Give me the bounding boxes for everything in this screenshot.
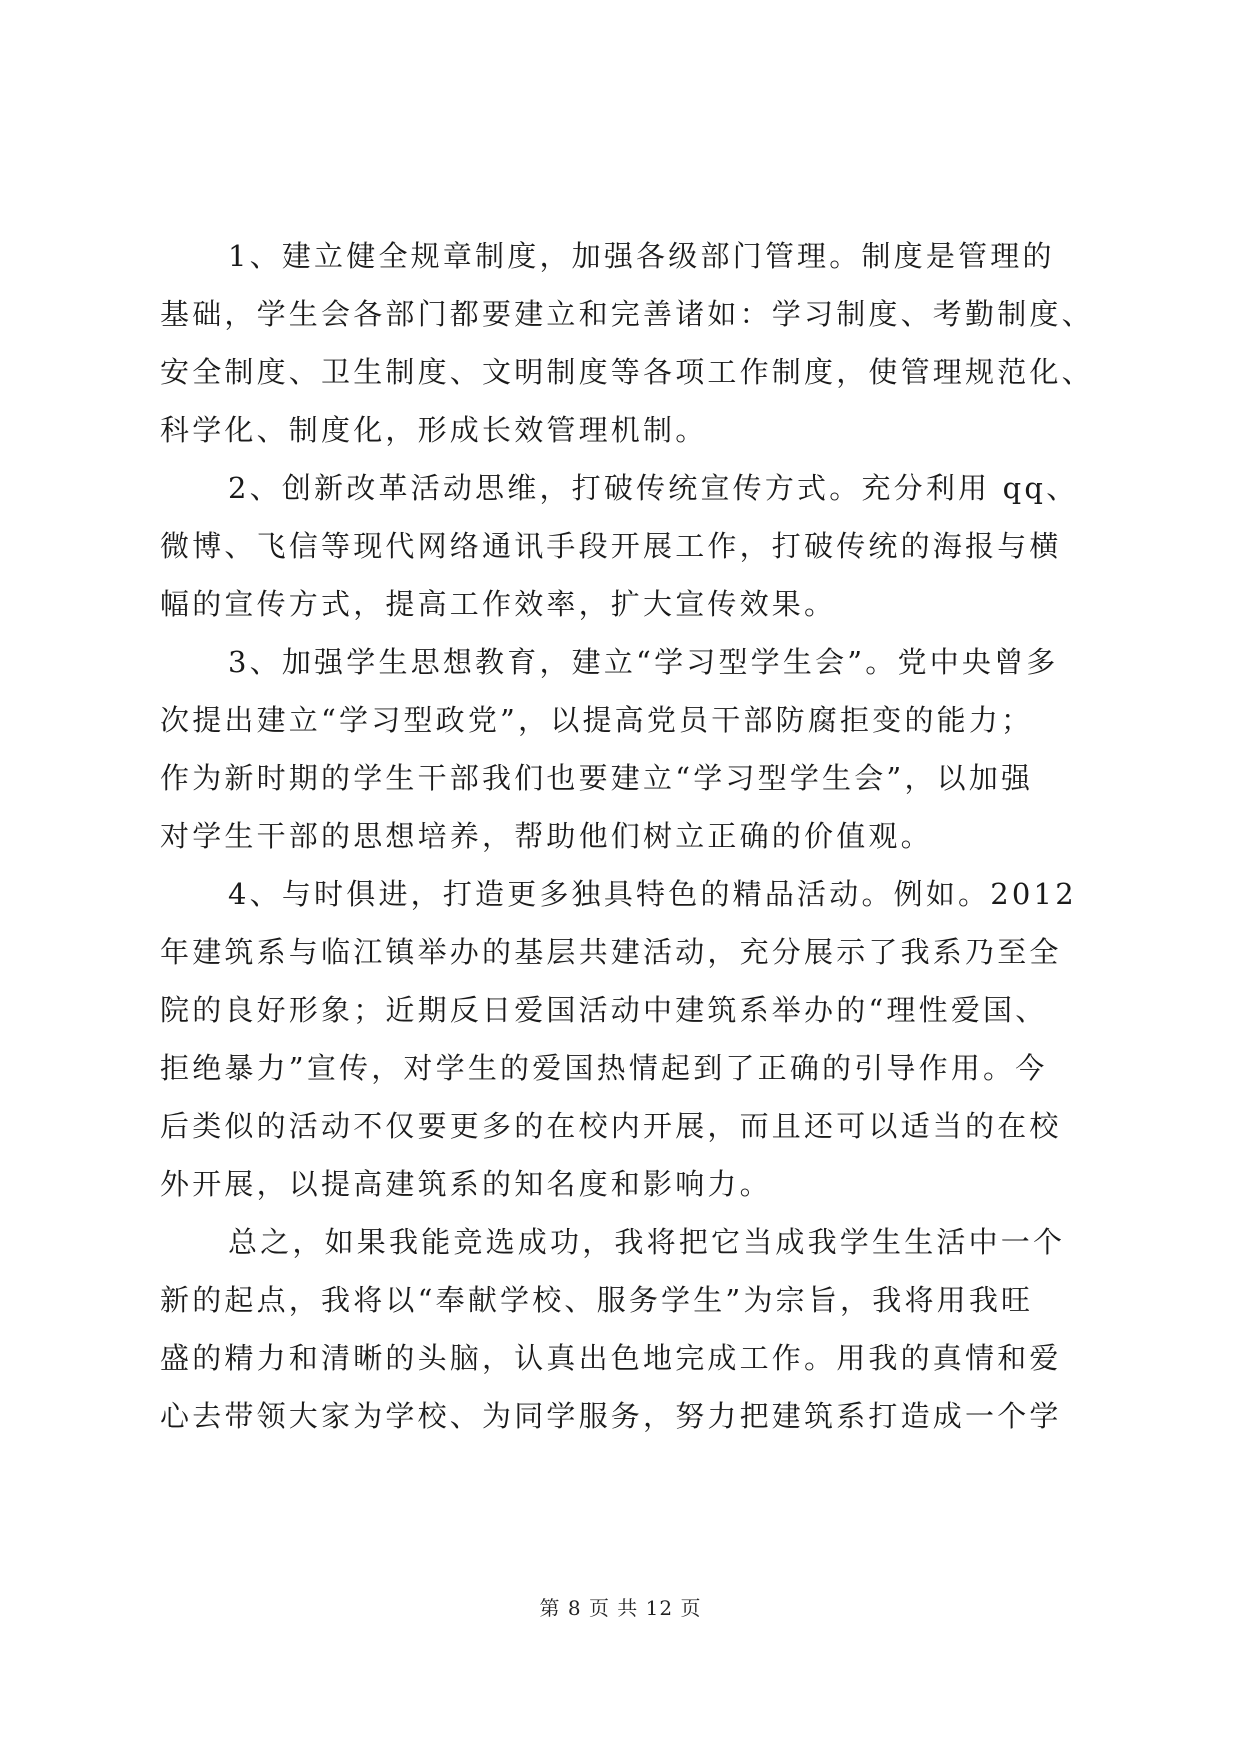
paragraph-5 [160, 1213, 1090, 1445]
document-body [160, 227, 1094, 1445]
paragraph-line: 科学化、制度化，形成长效管理机制。 [160, 413, 708, 447]
paragraph-4 [160, 865, 1090, 1213]
paragraph-line: 作为新时期的学生干部我们也要建立“学习型学生会”，以加强 [160, 761, 1034, 795]
paragraph-line: 新的起点，我将以“奉献学校、服务学生”为宗旨，我将用我旺 [160, 1283, 1034, 1317]
paragraph-line: 次提出建立“学习型政党”，以提高党员干部防腐拒变的能力； [160, 703, 1034, 737]
paragraph-line: 盛的精力和清晰的头脑，认真出色地完成工作。用我的真情和爱 [160, 1341, 1062, 1375]
page-number-footer: 第 8 页 共 12 页 [539, 1596, 702, 1620]
paragraph-line: 院的良好形象；近期反日爱国活动中建筑系举办的“理性爱国、 [160, 993, 1048, 1027]
paragraph-line: 拒绝暴力”宣传，对学生的爱国热情起到了正确的引导作用。今 [160, 1051, 1048, 1085]
paragraph-3 [160, 633, 1090, 865]
paragraph-2 [160, 459, 1090, 633]
paragraph-line: 基础，学生会各部门都要建立和完善诸如：学习制度、考勤制度、 [160, 297, 1094, 331]
paragraph-line: 外开展，以提高建筑系的知名度和影响力。 [160, 1167, 772, 1201]
paragraph-line: 年建筑系与临江镇举办的基层共建活动，充分展示了我系乃至全 [160, 935, 1062, 969]
paragraph-line: 幅的宣传方式，提高工作效率，扩大宣传效果。 [160, 587, 837, 621]
paragraph-line: 心去带领大家为学校、为同学服务，努力把建筑系打造成一个学 [160, 1399, 1062, 1433]
paragraph-line: 总之，如果我能竞选成功，我将把它当成我学生生活中一个 [228, 1225, 1066, 1259]
paragraph-line: 对学生干部的思想培养，帮助他们树立正确的价值观。 [160, 819, 933, 853]
paragraph-line: 后类似的活动不仅要更多的在校内开展，而且还可以适当的在校 [160, 1109, 1062, 1143]
paragraph-line: 1、建立健全规章制度，加强各级部门管理。制度是管理的 [228, 239, 1055, 273]
paragraph-line: 4、与时俱进，打造更多独具特色的精品活动。例如。2012 [228, 877, 1077, 911]
paragraph-line: 微博、飞信等现代网络通讯手段开展工作，打破传统的海报与横 [160, 529, 1062, 563]
paragraph-line: 安全制度、卫生制度、文明制度等各项工作制度，使管理规范化、 [160, 355, 1094, 389]
paragraph-line: 2、创新改革活动思维，打破传统宣传方式。充分利用 qq、 [228, 471, 1079, 505]
paragraph-line: 3、加强学生思想教育，建立“学习型学生会”。党中央曾多 [228, 645, 1059, 679]
paragraph-1 [160, 227, 1094, 459]
